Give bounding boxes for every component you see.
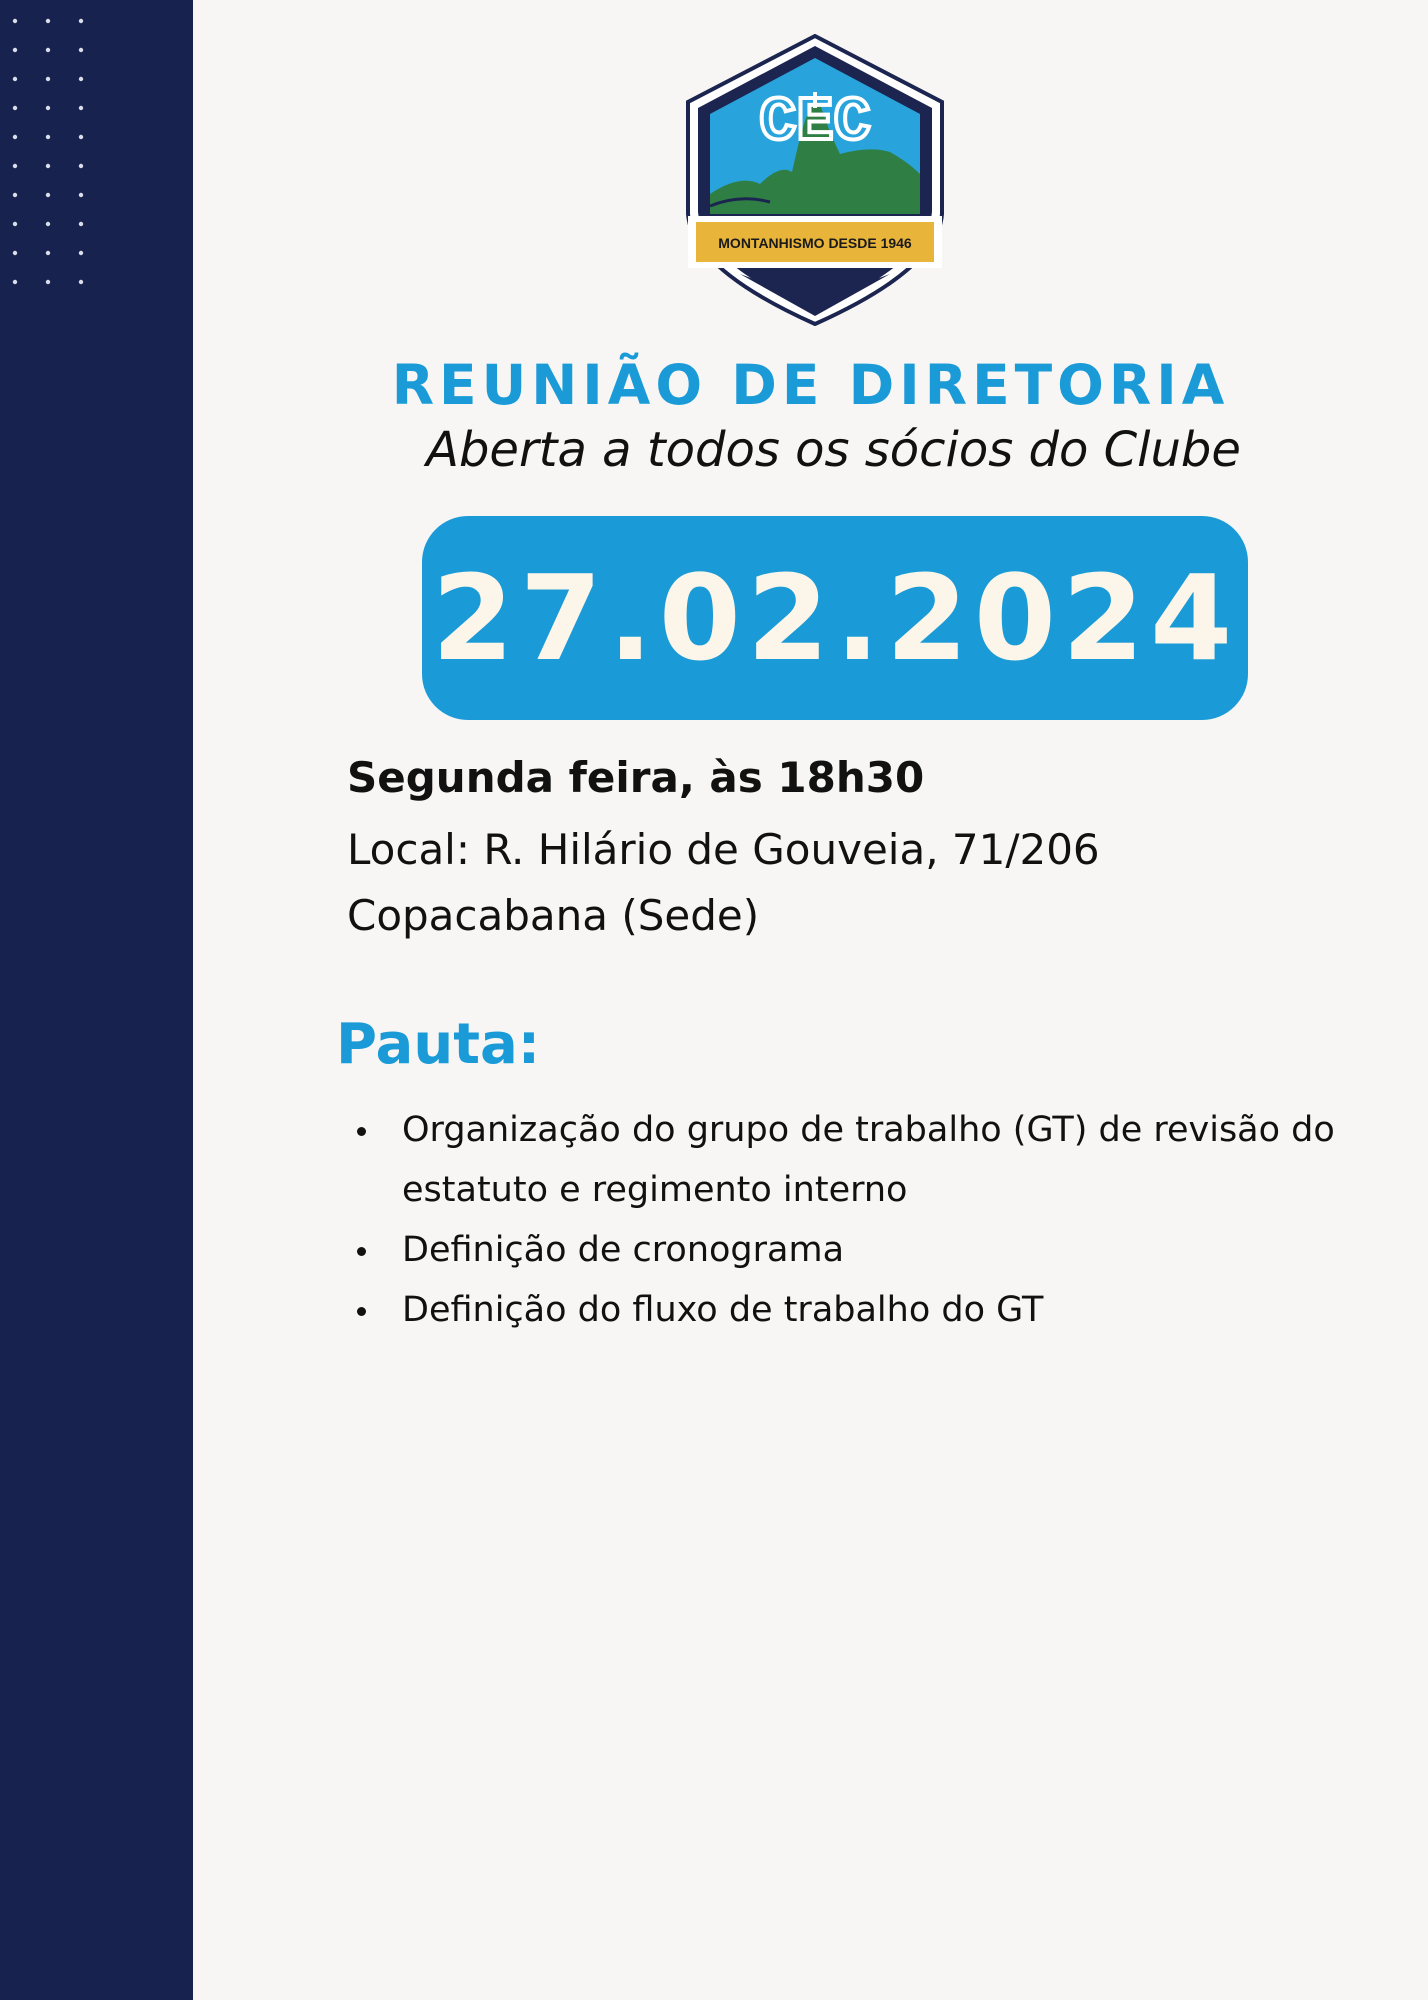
club-logo xyxy=(680,34,950,326)
decor-dot xyxy=(79,222,83,226)
decor-dot xyxy=(46,106,50,110)
dot-grid-decoration xyxy=(0,0,100,300)
meeting-subtitle: Aberta a todos os sócios do Clube xyxy=(426,422,1241,478)
decor-dot xyxy=(79,251,83,255)
decor-dot xyxy=(46,222,50,226)
meeting-date: 27.02.2024 xyxy=(431,549,1239,687)
agenda-item: Definição do fluxo de trabalho do GT xyxy=(355,1280,1365,1340)
decor-dot xyxy=(13,19,17,23)
decor-dot xyxy=(79,19,83,23)
decor-dot xyxy=(13,106,17,110)
decor-dot xyxy=(46,77,50,81)
decor-dot xyxy=(46,193,50,197)
decor-dot xyxy=(46,280,50,284)
decor-dot xyxy=(79,135,83,139)
decor-dot xyxy=(13,222,17,226)
meeting-title: REUNIÃO DE DIRETORIA xyxy=(391,353,1230,417)
logo-letters: CEC xyxy=(759,87,871,158)
decor-dot xyxy=(13,77,17,81)
decor-dot xyxy=(13,164,17,168)
agenda-item: Definição de cronograma xyxy=(355,1220,1365,1280)
decor-dot xyxy=(13,193,17,197)
logo-tagline: MONTANHISMO DESDE 1946 xyxy=(718,235,912,251)
decor-dot xyxy=(13,48,17,52)
decor-dot xyxy=(13,251,17,255)
sidebar-panel xyxy=(0,0,193,2000)
decor-dot xyxy=(79,106,83,110)
decor-dot xyxy=(79,77,83,81)
decor-dot xyxy=(79,48,83,52)
meeting-location-address: Local: R. Hilário de Gouveia, 71/206 xyxy=(347,825,1100,874)
decor-dot xyxy=(46,251,50,255)
decor-dot xyxy=(46,19,50,23)
meeting-location-neighborhood: Copacabana (Sede) xyxy=(347,891,760,940)
decor-dot xyxy=(79,280,83,284)
decor-dot xyxy=(79,193,83,197)
meeting-schedule: Segunda feira, às 18h30 xyxy=(347,753,925,802)
date-badge xyxy=(422,516,1248,720)
decor-dot xyxy=(13,280,17,284)
decor-dot xyxy=(46,164,50,168)
decor-dot xyxy=(79,164,83,168)
decor-dot xyxy=(46,48,50,52)
agenda-list xyxy=(355,1100,1365,1340)
decor-dot xyxy=(13,135,17,139)
agenda-item: Organização do grupo de trabalho (GT) de revisão do estatuto e regimento interno xyxy=(355,1100,1365,1220)
decor-dot xyxy=(46,135,50,139)
shield-emblem-icon xyxy=(680,34,950,326)
agenda-heading: Pauta: xyxy=(336,1012,541,1077)
